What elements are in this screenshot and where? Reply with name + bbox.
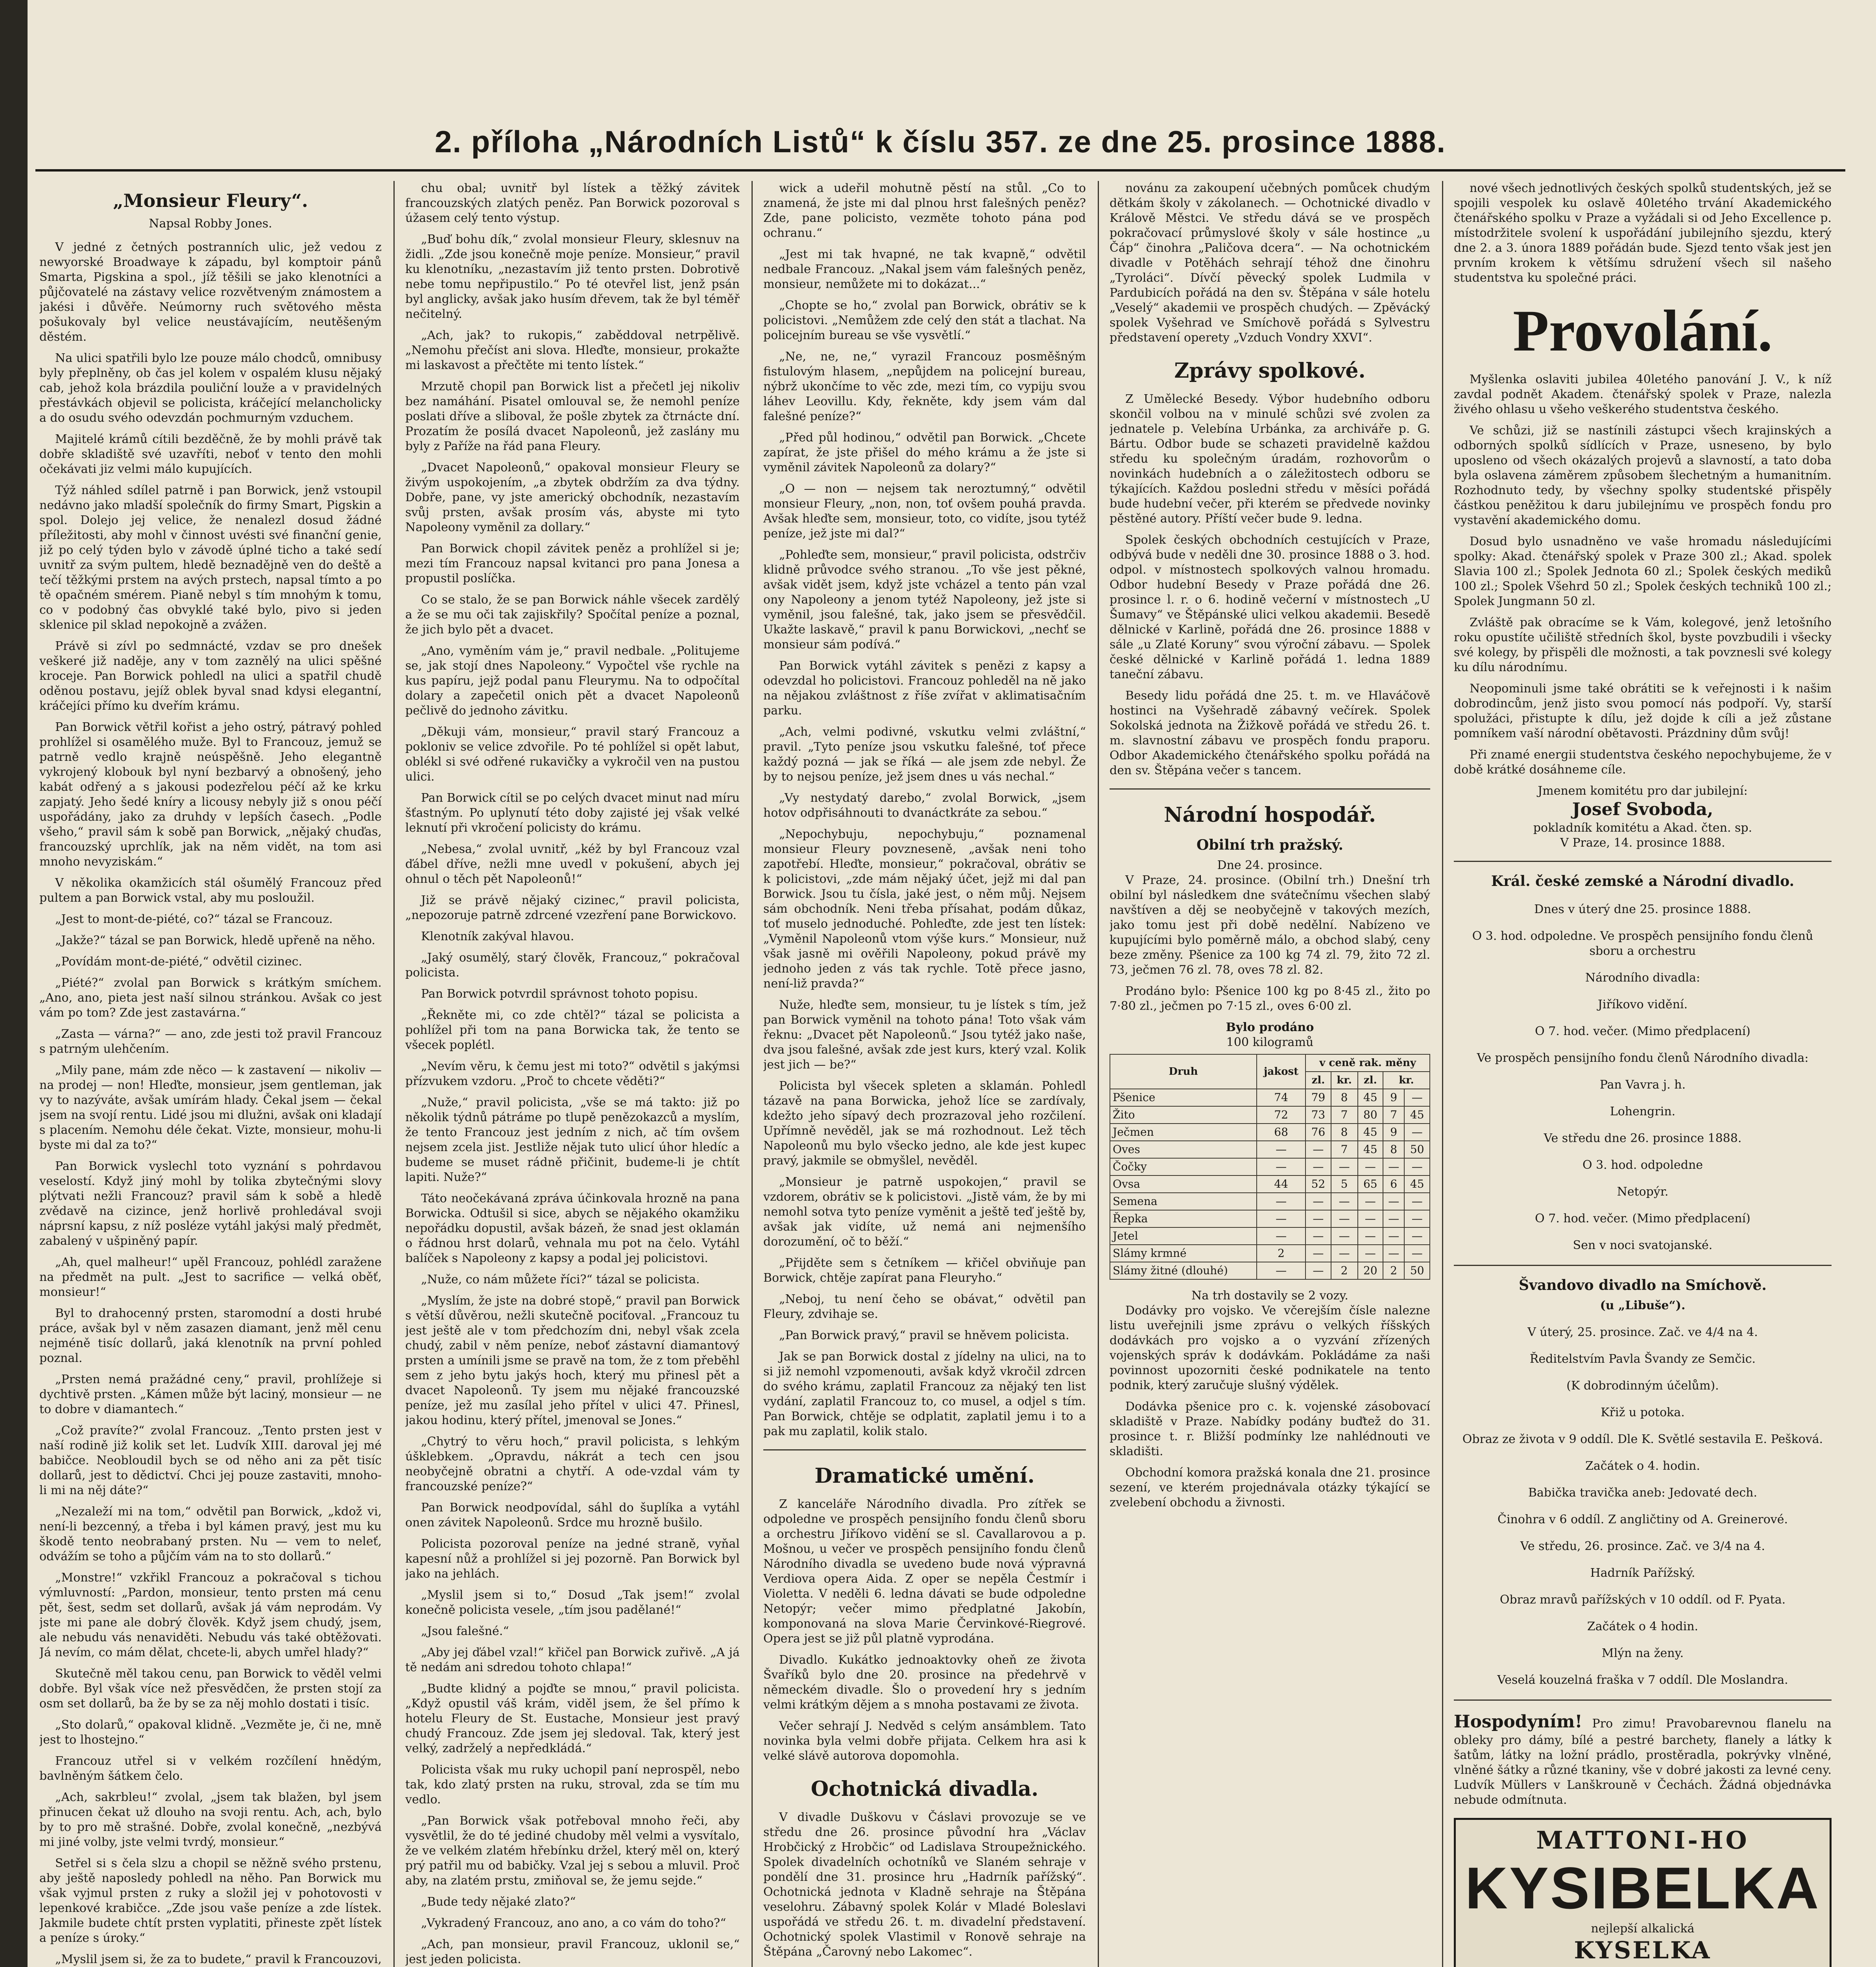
table-cell: — xyxy=(1383,1158,1404,1175)
section-divider xyxy=(763,1449,1086,1450)
paragraph: „Bude tedy nějaké zlato?“ xyxy=(421,1895,576,1909)
paragraph: „Nezaleží mi na tom,“ odvětil pan Borwick, „kdož vi, není-li bezcenný, a třeba i byl kámen pravý, jest mu ku škodě tento neobrabaný prsten. Nu — vem to neleť, odvážím se toho a půjčím vám na to sto dollarů.“ xyxy=(39,1505,382,1563)
table-cell: 7 xyxy=(1383,1106,1404,1124)
paragraph: „Povídám mont-de-piété,“ odvětil cizinec. xyxy=(55,955,303,969)
paragraph: Sen v noci svatojanské. xyxy=(1573,1238,1713,1252)
ad-tagline: nejlepší alkalická xyxy=(1591,1922,1695,1936)
section-title-dramatic: Dramatické umění. xyxy=(814,1464,1035,1488)
article-body-continued xyxy=(405,181,740,1967)
paragraph: „Jest to mont-de-piété, co?“ tázal se Francouz. xyxy=(55,912,333,926)
paragraph: Pan Borwick chopil závitek peněz a prohlížel si je; mezi tím Francouz napsal kvitanci pro pana Jonesa a propustil poslíčka. xyxy=(405,542,740,585)
paragraph: Skutečně měl takou cenu, pan Borwick to věděl velmi dobře. Byl však více než přesvědčen, že prsten stojí za osm set dollarů, ba že by se za něj mohlo dostati i tisíc. xyxy=(39,1667,382,1711)
table-cell: 8 xyxy=(1331,1124,1358,1141)
paragraph: Co se stalo, že se pan Borwick náhle všecek zardělý a že se mu oči tak zajiskřily? Spočítal peníze a poznal, že jich bylo pět a dvacet. xyxy=(405,593,740,637)
table-cell: 2 xyxy=(1257,1245,1305,1262)
table-row xyxy=(1110,1106,1430,1124)
paragraph: „Ach, velmi podivné, vskutku velmi zvláštní,“ pravil. „Tyto peníze jsou vskutku falešné, toť přece každý pozná — jak se říká — ale jsem zde nebyl. Že by to nejsou peníze, jež jsem dnes u vás nechal.“ xyxy=(763,725,1086,784)
provolani-sign-intro: Jmenem komitétu pro dar jubilejní: xyxy=(1538,784,1748,798)
table-cell: — xyxy=(1404,1193,1430,1210)
market-caption: Bylo prodáno xyxy=(1226,1020,1314,1034)
paragraph: Křiž u potoka. xyxy=(1601,1406,1685,1419)
table-cell: — xyxy=(1331,1245,1358,1262)
market-header-price: v ceně rak. měny xyxy=(1305,1054,1430,1072)
article-title: „Monsieur Fleury“. xyxy=(113,190,308,211)
hospodar-more xyxy=(1110,1303,1430,1510)
table-cell: 2 xyxy=(1383,1262,1404,1279)
paragraph: Myšlenka oslaviti jubilea 40letého panování J. V., k níž zavdal podnět Akadem. čtenářský spolek v Praze, nalezla živého ohlasu u všeho veškerého studentstva českého. xyxy=(1454,373,1832,416)
masthead: 2. příloha „Národních Listů“ k číslu 357. ze dne 25. prosince 1888. xyxy=(434,124,1446,159)
table-cell: — xyxy=(1358,1193,1383,1210)
table-cell: — xyxy=(1383,1227,1404,1245)
table-cell: — xyxy=(1257,1262,1305,1279)
hospodyne-text: Pro zimu! Pravobarevnou flanelu na obleky pro dámy, bílé a pestré barchety, flanely a látky k šatům, látky na ložní prádlo, prostěradla, pokrývky vlněné, vlněné šátky a různé tkaniny, vše v dobré jakosti za levné ceny. Ludvík Müllers v Lanškrouně v Čechách. Žádná objednávka nebude odmítnuta. xyxy=(1454,1717,1832,1807)
paragraph: Pan Borwick neodpovídal, sáhl do šuplíka a vytáhl onen závitek Napoleonů. Srdce mu hrozně bušilo. xyxy=(405,1501,740,1530)
paragraph: „Nepochybuju, nepochybuju,“ poznamenal monsieur Fleury povzneseně, „avšak neni toho zapotřebí. Hleďte, monsieur,“ pokračoval, obrátiv se k policistovi, „zde mám nějaký účet, jejž mi dal pan Borwick. Jsou tu čísla, jaké jest, o něm můj. Nejsem sám obchodník. Neni třeba přísahat, podám důkaz, toť muselo jednoduché. Pohleďte, zde jest ten lístek: „Vyměnil Napoleonů vtom výše kurs.“ Monsieur, nuž však jasně mi ověřili Napoleony, pokud právě my jednoho jeden z vás tak rychle. Totě přece jasno, není-liž pravda?“ xyxy=(763,827,1086,991)
table-cell: 6 xyxy=(1383,1175,1404,1193)
table-row xyxy=(1110,1262,1430,1279)
paragraph: „Neboj, tu není čeho se obávat,“ odvětil pan Fleury, zdvihaje se. xyxy=(763,1292,1086,1321)
table-cell: 9 xyxy=(1383,1089,1404,1106)
section-divider xyxy=(1454,1265,1832,1266)
column-1 xyxy=(39,181,382,1967)
paragraph: „Zasta — várna?“ — ano, zde jesti tož pravil Francouz s patrným ulehčením. xyxy=(39,1027,382,1056)
paragraph: „Dvacet Napoleonů,“ opakoval monsieur Fleury se živým uspokojením, „a zbytek obdržím za dva týdny. Dobře, pane, vy jste americký obchodník, nezastavím svůj prsten, avšak prosím vás, abyste mi tyto Napoleony vyměnil za dollary.“ xyxy=(405,461,740,534)
paragraph: „Nevím věru, k čemu jest mi toto?“ odvětil s jakýmsi přízvukem vzdoru. „Proč to chcete věděti?“ xyxy=(405,1059,740,1088)
table-cell: — xyxy=(1257,1158,1305,1175)
column-3 xyxy=(763,181,1086,1967)
section-divider xyxy=(1454,1699,1832,1701)
table-cell: — xyxy=(1305,1141,1331,1158)
paragraph: „O — non — nejsem tak neroztumný,“ odvětil monsieur Fleury, „non, non, toť ovšem pouhá pravda. Avšak hleďte sem, monsieur, toto, co vidíte, jsou tytéž peníze, jež jste mi dal?“ xyxy=(763,482,1086,541)
paragraph: V divadle Duškovu v Čáslavi provozuje se ve středu dne 26. prosince původní hra „Václav Hrobčický z Hrobčic“ od Ladislava Stroupežnického. Spolek divadelních ochotníků ve Slaném sehraje v pondělí dne 31. prosince hru „Hadrník pařížský“. Ochotnická jednota v Kladně sehraje na Štěpána veselohru. Zábavný spolek Kolár v Mladé Boleslavi uspořádá ve středu 26. t. m. divadelní představení. Ochotnický spolek Vlastimil v Ronově sehraje na Štěpána „Čarovný nebo Lakomec“. xyxy=(763,1810,1086,1959)
paragraph: Mrzutě chopil pan Borwick list a přečetl jej nikoliv bez namáhání. Pisatel omlouval se, že nemohl peníze poslati dříve a sliboval, že pošle zbytek za čtrnácte dní. Prozatím že posílá dvacet Napoleonů, jež zaslány mu byly z Paříže na řád pana Fleury. xyxy=(405,380,740,453)
paragraph: Hadrník Pařížský. xyxy=(1590,1566,1695,1580)
table-cell: 72 xyxy=(1257,1106,1305,1124)
table-cell: — xyxy=(1257,1193,1305,1210)
smichov-program xyxy=(1454,1325,1832,1688)
column-5 xyxy=(1454,181,1832,1967)
paragraph: V úterý, 25. prosince. Zač. ve 4/4 na 4. xyxy=(1527,1325,1758,1339)
table-cell: 45 xyxy=(1404,1175,1430,1193)
table-cell: 9 xyxy=(1383,1124,1404,1141)
paragraph: Neopominuli jsme také obrátiti se k veřejnosti i k našim dobrodincům, jenž jisto svou pomocí nás podpoří. Vy, starší spolužáci, přistupte k dílu, jež dojde k cíli a jež zůstane pomníkem vaší národní obětavosti. Prázdniny dům svůj! xyxy=(1454,682,1832,740)
paragraph: Spolek českých obchodních cestujících v Praze, odbývá bude v neděli dne 30. prosince 1888 o 3. hod. odpol. v místnostech spolkových valnou hromadu. Odbor hudební Besedy v Praze pořádá dne 26. prosince l. r. o 6. hodině večerní v místnostech „U Šumavy“ ve Štěpánské ulici velkou akademii. Besedě dělnické v Karlině, pořádá dne 26. prosince 1888 v sále „u Zlaté Koruny“ svou výroční zábavu. — Spolek české dělnické v Karlině pořádá 1. ledna 1889 taneční zábavu. xyxy=(1110,533,1430,681)
smichov-subtitle: (u „Libuše“). xyxy=(1600,1299,1686,1312)
table-cell: 79 xyxy=(1305,1089,1331,1106)
hospodyne-title: Hospodyním! xyxy=(1454,1712,1582,1732)
paragraph: V Praze, 24. prosince. (Obilní trh.) Dnešní trh obilní byl následkem dne svátečnímu všechen slabý navštíven a děj se neobyčejně v takových mezích, jako tomu jest při době nedělní. Nabízeno ve kupujícími bylo poměrně málo, a obchod slabý, ceny beze změny. Pšenice za 100 kg 74 zl. 79, žito 72 zl. 73, ječmen 76 zl. 78, oves 78 zl. 82. xyxy=(1110,873,1430,977)
paragraph: Pan Vavra j. h. xyxy=(1599,1078,1686,1092)
paragraph: Divadlo. Kukátko jednoaktovky oheň ze života Švaříků bylo dne 20. prosince na předehrvě v německém divadle. Šlo o provedení hry s jedním velmi krátkým dějem a s mnoha postavami ze života. xyxy=(763,1653,1086,1712)
table-cell: — xyxy=(1358,1158,1383,1175)
column-rule xyxy=(1442,181,1443,1967)
paragraph: Policista byl všecek spleten a sklamán. Pohledl tázavě na pana Borwicka, jehož líce se zardívaly, kdežto jeho sípavý dech prozrazoval jeho rozčilení. Upřímně nevěděl, jak se má rozhodnout. Lež těch Napoleonů mu bylo všecko jedno, ale kde jest kupec pravý, jakmile se obmyšlel, nevěděl. xyxy=(763,1079,1086,1168)
market-header-zl: zl. xyxy=(1305,1072,1331,1089)
market-date: Dne 24. prosince. xyxy=(1217,858,1323,872)
table-row xyxy=(1110,1193,1430,1210)
section-title-hospodar: Národní hospodář. xyxy=(1164,803,1376,827)
theatre-program xyxy=(1454,902,1832,1253)
paragraph: „Myslil jsem si to,“ Dosud „Tak jsem!“ zvolal konečně policista vesele, „tím jsou padělané!“ xyxy=(405,1588,740,1617)
paragraph: „Myslil jsem si, že za to budete,“ pravil k Francouzovi, xyxy=(55,1952,382,1966)
paragraph: „Myslím, že jste na dobré stopě,“ pravil pan Borwick s větší důvěrou, nežli skutečně pociťoval. „Francouz tu jest ještě ale v tom předchozím dni, nebyl však zcela chudý, zabil v něm peníze, neboť zástavní diamantový prsten a umínili jsme se pravě na tom, že z tom přeběhl sem z jeho bytu jakýs hoch, který mu přinesl pět a dvacet Napoleonů. Ty jsem mu nějaké francouzské peníze, jež mu zasílal jeho přítel v ulici 47. Přinesl, jakou hodinu, který přítel, jmenoval se Jones.“ xyxy=(405,1294,740,1427)
table-cell: 80 xyxy=(1358,1106,1383,1124)
table-cell: 45 xyxy=(1358,1124,1383,1141)
table-row xyxy=(1110,1227,1430,1245)
table-cell: Jetel xyxy=(1110,1227,1257,1245)
market-subtitle: Obilní trh pražský. xyxy=(1196,837,1343,853)
paragraph: „Chopte se ho,“ zvolal pan Borwick, obrátiv se k policistovi. „Nemůžem zde celý den stát a tlachat. Na policejním bureau se vše vysvětlí.“ xyxy=(763,299,1086,342)
paragraph: „Prsten nemá pražádné ceny,“ pravil, prohlížeje si dychtivě prsten. „Kámen může být laciný, monsieur — ne to dobre v diamantech.“ xyxy=(39,1373,382,1416)
table-cell: — xyxy=(1331,1227,1358,1245)
table-cell: — xyxy=(1305,1210,1331,1227)
paragraph: „Ne, ne, ne,“ vyrazil Francouz posměšným fistulovým hlasem, „nepůjdem na policejní bureau, nýbrž ukončíme to věc zde, mezi tím, co vypiju svou láhev Leovillu. Kdy, řekněte, kdy jsem vám dal falešné peníze?“ xyxy=(763,350,1086,423)
paragraph: Klenotník zakýval hlavou. xyxy=(421,930,574,943)
table-cell: — xyxy=(1331,1158,1358,1175)
market-header-druh: Druh xyxy=(1110,1054,1257,1089)
table-cell: Ječmen xyxy=(1110,1124,1257,1141)
column-5-top-text xyxy=(1454,181,1832,286)
table-cell: 74 xyxy=(1257,1089,1305,1106)
paragraph: „Pohleďte sem, monsieur,“ pravil policista, odstrčiv klidně průvodce svého stranou. „To vše jest pěkné, avšak vidět jsem, když jste vcházel a tento pán vzal ony Napoleony a jenom tytéž Napoleony, jež jste si vyměnil, jsou falešné, tak, jako jsem se přesvědčil. Ukažte laskavě,“ pravil k panu Borwickovi, „nechť se monsieur sám podívá.“ xyxy=(763,548,1086,651)
table-cell: — xyxy=(1404,1089,1430,1106)
paragraph: Byl to drahocenný prsten, staromodní a dosti hrubé práce, avšak byl v něm zasazen diamant, jenž měl cenu nejméně tisíc dollarů, jaká klenotník na první pohled poznal. xyxy=(39,1306,382,1365)
column-2 xyxy=(405,181,740,1967)
provolani-sign-place: V Praze, 14. prosince 1888. xyxy=(1560,836,1725,850)
paragraph: „Ach, pan monsieur, pravil Francouz, uklonil se,“ jest jeden policista. xyxy=(405,1937,740,1966)
table-cell: — xyxy=(1257,1210,1305,1227)
paragraph: Mlýn na ženy. xyxy=(1601,1646,1684,1660)
paragraph: Ve prospěch pensijního fondu členů Národního divadla: xyxy=(1477,1051,1809,1065)
provolani-title: Provolání. xyxy=(1513,298,1773,364)
table-cell: 76 xyxy=(1305,1124,1331,1141)
hospodyne-ad xyxy=(1454,1711,1832,1808)
paragraph: Pan Borwick cítil se po celých dvacet minut nad míru šťastným. Po uplynutí této doby zajisté jej však velké leknutí při vkročení policisty do krámu. xyxy=(405,791,740,835)
paragraph: „Monstre!“ vzkřikl Francouz a pokračoval s tichou výmluvností: „Pardon, monsieur, tento prsten má cenu pět, šest, sedm set dollarů, avšak já vám neprodám. Vy jste mi pane ale dobrý člověk. Když jsem chudý, jsem, ale nebudu vás nenaviděti. Nebudu vás také obtěžovati. Já nevím, co mám dělat, chcete-li, abych umřel hlady?“ xyxy=(39,1571,382,1659)
table-cell: — xyxy=(1358,1227,1383,1245)
column-rule xyxy=(393,181,395,1967)
paragraph: „Vykradený Francouz, ano ano, a co vám do toho?“ xyxy=(421,1916,726,1930)
provolani-sign-role: pokladník komitétu a Akad. čten. sp. xyxy=(1533,821,1752,835)
paragraph: Obraz mravů pařížských v 10 oddíl. od F. Pyata. xyxy=(1499,1593,1786,1607)
table-cell: 50 xyxy=(1404,1262,1430,1279)
paragraph: Již se právě nějaký cizinec,“ pravil policista, „nepozoruje patrně zdrcené vzezření pane Borwickovo. xyxy=(405,893,740,922)
paragraph: V jedné z četných postranních ulic, jež vedou z newyorské Broadwaye k západu, byl komptoir pánů Smarta, Pigskina a spol., jíž těšili se jako klenotníci a půjčovatelé na zástavy velice rozvětveným známostem a jakési i důvěře. Neúmorny ruch světového města pošukovaly byl velice neustávajícím, neutěšeným děstém. xyxy=(39,240,382,344)
table-cell: — xyxy=(1305,1245,1331,1262)
table-cell: — xyxy=(1331,1193,1358,1210)
paragraph: Jiříkovo vidění. xyxy=(1597,998,1688,1011)
paragraph: „Sto dolarů,“ opakoval klidně. „Vezměte je, či ne, mně jest to lhostejno.“ xyxy=(39,1718,382,1747)
paragraph: „Přijděte sem s četníkem — křičel obviňuje pan Borwick, chtěje zapírat pana Fleuryho.“ xyxy=(763,1256,1086,1285)
table-cell: 7 xyxy=(1331,1106,1358,1124)
table-row xyxy=(1110,1124,1430,1141)
binding-edge xyxy=(0,0,28,1967)
table-cell: Oves xyxy=(1110,1141,1257,1158)
paragraph: „Ah, quel malheur!“ upěl Francouz, pohlédl zaražene na předmět na pult. „Jest to sacrifice — velká oběť, monsieur!“ xyxy=(39,1255,382,1299)
column-rule xyxy=(1098,181,1099,1967)
paragraph: Ředitelstvím Pavla Švandy ze Semčic. xyxy=(1529,1352,1756,1366)
table-cell: 44 xyxy=(1257,1175,1305,1193)
paragraph: Z Umělecké Besedy. Výbor hudebního odboru skončil volbou na v minulé schůzi své zvolen za jednatele p. Velebína Urbánka, za archiváře p. G. Bártu. Odbor bude se schazeti pravidelně každou středu ku společným úradám, rozhovorům o novinkách hudebních a o záležitostech odboru se týkajících. Každou posledni středu v měsíci pořádá bude hudební večer, při kterém se předvede novinky pěstěné autory. Příští večer bude 9. ledna. xyxy=(1110,392,1430,526)
paragraph: Pan Borwick větřil kořist a jeho ostrý, pátravý pohled prohlížel si osamělého muže. Byl to Francouz, jemuž se patrně vedlo krajně neúspěšně. Jeho elegantně vykrojený klobouk byl nyní bezbarvý a obnošený, jeho kabát odřený a s jakousi podezřelou péčí až ke krku zapjatý. Jeho šedé kníry a licousy nebyly již s onou péčí uspořádány, jako za druhdy v lepších časech. „Podle všeho,“ pravil sám k sobě pan Borwick, „nějaký chuďas, francouzský uprchlík, jak na něm vidět, na tom asi mnoho nevyziskám.“ xyxy=(39,720,382,869)
table-cell: 45 xyxy=(1358,1141,1383,1158)
table-cell: Slámy krmné xyxy=(1110,1245,1257,1262)
paragraph: „Mily pane, mám zde něco — k zastavení — nikoliv — na prodej — non! Hleďte, monsieur, jsem gentleman, jak vy to nazýváte, avšak umírám hlady. Čekal jsem — čekal jsem na svojí rentu. Lidé jsou mi dlužni, avšak oni kladají s placením. Nemohu déle čekat. Vizte, monsieur, mohu-li byste mi dal za to?“ xyxy=(39,1063,382,1152)
theatre-title: Král. české zemské a Národní divadlo. xyxy=(1491,873,1795,889)
paragraph: „Monsieur je patrně uspokojen,“ pravil se vzdorem, obrátiv se k policistovi. „Jistě vám, že by mi nemohl sotva tyto peníze vyměnit a ještě teď ještě by, avšak jak vidíte, už nemá ani nejmenšího dorozumění, oč to běží.“ xyxy=(763,1175,1086,1249)
paragraph: „Jsou falešné.“ xyxy=(421,1624,509,1638)
table-cell: — xyxy=(1305,1158,1331,1175)
paragraph: Prodáno bylo: Pšenice 100 kg po 8·45 zl., žito po 7·80 zl., ječmen po 7·15 zl., oves 6·00 zl. xyxy=(1110,984,1430,1013)
section-title-spolky: Zprávy spolkové. xyxy=(1174,359,1366,383)
paragraph: „Budte klidný a pojďte se mnou,“ pravil policista. „Když opustil váš krám, viděl jsem, že šel přímo k hotelu Fleury de St. Eustache, Monsieur jest pravý chudý Francouz. Zde jsem jej sledoval. Tak, který jest velký, zadrželý a nepředkládá.“ xyxy=(405,1682,740,1755)
table-cell: — xyxy=(1383,1193,1404,1210)
table-cell: 20 xyxy=(1358,1262,1383,1279)
table-cell: — xyxy=(1305,1262,1331,1279)
section-divider xyxy=(1110,788,1430,790)
paragraph: (K dobrodinným účelům). xyxy=(1566,1379,1719,1393)
table-cell: — xyxy=(1305,1193,1331,1210)
paragraph: „Ach, sakrbleu!“ zvolal, „jsem tak blažen, byl jsem přinucen čekat už dlouho na svoji rentu. Ach, ach, bylo by to pro mě strašné. Dobře, zvolal konečně, „nezbývá mi jiné volby, jste velmi tvrdý, monsieur.“ xyxy=(39,1790,382,1849)
paragraph: „Nuže, co nám můžete říci?“ tázal se policista. xyxy=(421,1273,700,1286)
table-row xyxy=(1110,1210,1430,1227)
paragraph: Obraz ze života v 9 oddíl. Dle K. Světlé sestavila E. Pešková. xyxy=(1462,1432,1823,1446)
paragraph: Ve schůzi, již se nastínili zástupci všech krajinských a odborných spolků sídlících v Praze, usneseno, by bylo uposleno od všech okázalých projevů a slavností, a tato doba byla oslavena záměrem způsobem šlechetným a humanitním. Rozhodnuto tedy, by všechny spolky studentské přispěly částkou peněžitou k daru jubilejnímu ve prospěch fondu pro vystavění akademického domu. xyxy=(1454,424,1832,527)
paragraph: „Nuže,“ pravil policista, „vše se má takto: již po několik týdnů pátráme po tlupě penězokazců a myslím, že tento Francouz jest jedním z nich, ač tím ovšem nejsem zcela jist. Jestliže nějak tuto ulicí úhor hledíc a budeme se muset rádně přičinit, budeme-li je chtít lapiti. Nuže?“ xyxy=(405,1096,740,1184)
table-cell: Čočky xyxy=(1110,1158,1257,1175)
market-table-body xyxy=(1110,1089,1430,1279)
paragraph: Policista pozoroval peníze na jedné straně, vyňal kapesní nůž a prohlížel si jej pozorně. Pan Borwick byl jako na jehlách. xyxy=(405,1537,740,1581)
paragraph: „Pan Borwick však potřeboval mnoho řeči, aby vysvětlil, že do té jediné chudoby měl velmi a vysvítalo, že ve velkém zlatém hřebínku držel, který měl on, který prý patřil mu od babičky. Vzal jej s sebou a mluvil. Proč aby, na zlatém prstu, zmiňoval se, že jemu sejde.“ xyxy=(405,1814,740,1888)
paragraph: Zvláště pak obracíme se k Vám, kolegové, jenž letošního roku opustíte učiliště středních škol, byste povzbudili i všecky své kolegy, by přispěli dle možnosti, a tak povznesli své kolegy ku dílu národnímu. xyxy=(1454,616,1832,674)
paragraph: „Buď bohu dík,“ zvolal monsieur Fleury, sklesnuv na židli. „Zde jsou konečně moje peníze. Monsieur,“ pravil ku klenotníku, „nezastavím již tento prsten. Dobrotivě nebe tomu nepřipustilo.“ Po té otevřel list, jenž psán byl anglicky, avšak jako husím dřevem, tak že byl téměř nečitelný. xyxy=(405,232,740,321)
article-body-end xyxy=(763,181,1086,1439)
table-cell: 8 xyxy=(1331,1089,1358,1106)
table-cell: — xyxy=(1383,1210,1404,1227)
paragraph: Z kanceláře Národního divadla. Pro zítřek se odpoledne ve prospěch pensijního fondu členů sboru a orchestru Jiříkovo vidění se sl. Cavallarovou a p. Mošnou, u večer ve prospěch pensijního fondu členů Národního divadla se uvedeno bude nová výpravná Verdiova opera Aida. Z oper se nepěla Čestmír i Violetta. V neděli 6. ledna dávati se bude odpoledne Netopýr; večer mimo předplatné Jakobín, komponovaná na slova Marie Červinkové-Riegrové. Opera jest se již půl platně vyprodána. xyxy=(763,1497,1086,1646)
paragraph: Začátek o 4 hodin. xyxy=(1587,1620,1699,1633)
paragraph: „Ach, jak? to rukopis,“ zaběddoval netrpělivě. „Nemohu přečíst ani slova. Hleďte, monsieur, prokažte mi laskavost a přečtěte mi tento lístek.“ xyxy=(405,328,740,372)
market-table xyxy=(1110,1054,1430,1280)
market-note: Na trh dostavily se 2 vozy. xyxy=(1191,1289,1348,1303)
paragraph: „Jaký osumělý, starý člověk, Francouz,“ pokračoval policista. xyxy=(405,951,740,980)
paragraph: „Vy nestydatý darebo,“ zvolal Borwick, „jsem hotov odpřisáhnouti to dvanáctkráte za sebou.“ xyxy=(763,791,1086,820)
paragraph: Činohra v 6 oddíl. Z angličtiny od A. Greinerové. xyxy=(1497,1513,1788,1526)
paragraph: „Před půl hodinou,“ odvětil pan Borwick. „Chcete zapírat, že jste přišel do mého krámu a že jste si vyměnil závitek Napoleonů za dolary?“ xyxy=(763,431,1086,474)
table-row xyxy=(1110,1245,1430,1262)
table-cell: — xyxy=(1404,1124,1430,1141)
paragraph: „Pan Borwick pravý,“ pravil se hněvem policista. xyxy=(779,1329,1069,1342)
market-header-kr: kr. xyxy=(1331,1072,1358,1089)
mattoni-ad xyxy=(1454,1818,1832,1967)
paragraph: novánu za zakoupení učebných pomůcek chudým dětkám školy v zákolanech. — Ochotnické divadlo v Králově Městci. Ve středu dává se ve prospěch pokračovací průmyslové školy v sále hostince „u Čáp“ činohra „Paličova dcera“. — Na ochotnickém divadle v Potěhách sehrají téhož dne činohru „Tyroláci“. Dívčí pěvecký spolek Ludmila v Pardubicích pořádá na den sv. Štěpána v sále hotelu „Veselý“ akademii ve prospěch chudých. — Zpěvácký spolek Vyšehrad ve Smíchově pořádá s Sylvestru představení operety „Vzduch Vondry XXVI“. xyxy=(1110,181,1430,345)
paragraph: Právě si zívl po sedmnácté, vzdav se pro dnešek veškeré již naděje, any v tom zaznělý na ulici spěšné kroceje. Pan Borwick pohledl na ulici a spatřil chudě oděnou postavu, jejíž oblek byval snad kdysi elegantní, kráčejíci přímo ku dveřím krámu. xyxy=(39,639,382,713)
paragraph: „Aby jej ďábel vzal!“ křičel pan Borwick zuřivě. „A já tě nedám ani sdredou tohoto chlapa!“ xyxy=(405,1646,740,1674)
paragraph: Pan Borwick vyslechl toto vyznání s pohrdavou veselostí. Když jiný mohl by tolika zbytečnými slovy plýtvati nežli Francouz? pravil sám k sobě a hledě zvědavě na cizince, jenž horlivě prohledával svoji náprsní kapsu, z níž posléze vytáhl jakýsi malý předmět, zabalený v ušpiněný papír. xyxy=(39,1159,382,1248)
table-cell: 50 xyxy=(1404,1141,1430,1158)
table-cell: Žito xyxy=(1110,1106,1257,1124)
paragraph: O 7. hod. večer. (Mimo předplacení) xyxy=(1535,1024,1750,1038)
paragraph: O 3. hod. odpoledne xyxy=(1582,1158,1703,1172)
paragraph: Obchodní komora pražská konala dne 21. prosince sezení, ve kterém projednávala otázky týkající se zvelebení obchodu a živnosti. xyxy=(1110,1466,1430,1509)
dramatic-section-body xyxy=(763,1497,1086,1764)
table-cell: Slámy žitné (dlouhé) xyxy=(1110,1262,1257,1279)
table-cell: 5 xyxy=(1331,1175,1358,1193)
paragraph: „Piété?“ zvolal pan Borwick s krátkým smíchem. „Ano, ano, pieta jest naší silnou stránkou. Avšak co jest vám po tom? Zde jest zastavárna.“ xyxy=(39,976,382,1020)
paragraph: Ve středu, 26. prosince. Zač. ve 3/4 na 4. xyxy=(1520,1539,1765,1553)
table-cell: 45 xyxy=(1404,1106,1430,1124)
article-body xyxy=(39,240,382,1967)
table-row xyxy=(1110,1141,1430,1158)
paragraph: Lohengrin. xyxy=(1610,1105,1676,1118)
masthead-rule xyxy=(35,169,1845,172)
column-rule xyxy=(752,181,753,1967)
paragraph: Národního divadla: xyxy=(1585,971,1700,985)
table-cell: — xyxy=(1257,1227,1305,1245)
table-cell: 8 xyxy=(1383,1141,1404,1158)
market-header-kr2: kr. xyxy=(1383,1072,1430,1089)
smichov-title: Švandovo divadlo na Smíchově. xyxy=(1519,1277,1767,1293)
column-4-top-text xyxy=(1110,181,1430,345)
table-cell: Semena xyxy=(1110,1193,1257,1210)
paragraph: Týž náhled sdílel patrně i pan Borwick, jenž vstoupil nedávno jako mladší společník do firmy Smart, Pigskin a spol. Dolejo jej velice, že nenalezl dosud žádné příležitosti, aby mohl v činnost uvésti své finanční genie, již po celý týden bylo v závodě úplné ticho a také sedí uvnitř za svým pultem, hledě beznadějně ven do deště a tečí těžkými prstem na avých prstech, napsal tímto a po tě opačném smérem. Pianě nebyl s tím mnohým k tomu, co v podobný čas obvyklé také bylo, pivo si jeden sklenice pil sklad nepokojně a zvážen. xyxy=(39,483,382,632)
table-row xyxy=(1110,1089,1430,1106)
ad-brand: MATTONI-HO xyxy=(1536,1826,1749,1854)
table-cell: 2 xyxy=(1331,1262,1358,1279)
market-header-jakost: jakost xyxy=(1257,1054,1305,1089)
paragraph: Dodávka pšenice pro c. k. vojenské zásobovací skladiště v Praze. Nabídky podány buďtež do 31. prosince t. r. Bližší podmínky lze nahlédnouti ve skladišti. xyxy=(1110,1400,1430,1458)
table-cell: — xyxy=(1404,1210,1430,1227)
paragraph: wick a udeřil mohutně pěstí na stůl. „Co to znamená, že jste mi dal plnou hrst falešných peněz? Zde, pane policisto, vezměte tohoto pána pod ochranu.“ xyxy=(763,181,1086,240)
paragraph: chu obal; uvnitř byl lístek a těžký závitek francouzských zlatých peněz. Pan Borwick pozoroval s úžasem celý tento výstup. xyxy=(405,181,740,225)
table-cell: Řepka xyxy=(1110,1210,1257,1227)
section-title-ochotnicka: Ochotnická divadla. xyxy=(811,1777,1039,1801)
paragraph: „Jakže?“ tázal se pan Borwick, hledě upřeně na něho. xyxy=(55,934,375,947)
spolky-section-body xyxy=(1110,392,1430,778)
paragraph: „Což pravíte?“ zvolal Francouz. „Tento prsten jest v naší rodině již kolik set let. Ludvík XIII. daroval jej mé babičce. Neobloudil bych se od něho ani za pět tisíc dollarů, jest to dědictví. Chci jej pouze zastaviti, mnoho-li mi na něj dáte?“ xyxy=(39,1424,382,1497)
paragraph: Dodávky pro vojsko. Ve včerejším čísle nalezne listu uveřejnili jsme zprávu o velkých říšských dodávkách pro vojsko a o vyzvání zřízených vojenských správ k dodávkám. Pokládáme za naši povinnost upozorniti české podnikatele na tento podnik, který zaručuje slušný výdělek. xyxy=(1110,1304,1430,1392)
paragraph: Večer sehrají J. Nedvěd s celým ansámblem. Tato novinka byla velmi dobře přijata. Celkem hra asi k velké slávě autorova dopomohla. xyxy=(763,1719,1086,1763)
paragraph: „Chytrý to věru hoch,“ pravil policista, s lehkým úšklebkem. „Opravdu, nákrát a tech cen jsou neobyčejně obratni a chytří. A ode-vzdal vám ty francouzské peníze?“ xyxy=(405,1435,740,1493)
table-cell: 68 xyxy=(1257,1124,1305,1141)
table-row xyxy=(1110,1175,1430,1193)
table-cell: — xyxy=(1404,1227,1430,1245)
table-cell: — xyxy=(1305,1227,1331,1245)
paragraph: Jak se pan Borwick dostal z jídelny na ulici, na to si již nemohl vzpomenouti, avšak když vkročil zdrcen do svého krámu, zaplatil Francouz za nějaký ten list vydání, zaplatil Francouz to, co musel, a odjel s tím. Pan Borwick, chtěje se odplatit, zaplatil jemu i to a pak mu zaplatil, kolik stalo. xyxy=(763,1350,1086,1438)
ochotnicka-section-body xyxy=(763,1810,1086,1960)
paragraph: Policista však mu ruky uchopil paní neprospěl, nebo tak, kdo zlatý prsten na ruku, stroval, zda se tím mu vedlo. xyxy=(405,1763,740,1806)
paragraph: „Děkuji vám, monsieur,“ pravil starý Francouz a pokloniv se velice zdvořile. Po té pohlížel si opět labut, oblékl si své odřené rukavičky a vykročil ven na pustou ulici. xyxy=(405,725,740,784)
table-cell: Ovsa xyxy=(1110,1175,1257,1193)
provolani-sign-name: Josef Svoboda, xyxy=(1572,799,1714,819)
section-divider xyxy=(1454,861,1832,862)
paragraph: Babička travička aneb: Jedovaté dech. xyxy=(1528,1486,1757,1500)
paragraph: „Ano, vyměním vám je,“ pravil nedbale. „Politujeme se, jak stojí dnes Napoleony.“ Vypočtel vše rychle na kus papíru, jejž podal panu Fleurymu. Na to odpočítal dolary a zapečetil onich pět a dvacet Napoleonů pečlivě do jednoho závitku. xyxy=(405,644,740,718)
hospodar-body xyxy=(1110,873,1430,1014)
paragraph: nové všech jednotlivých českých spolků studentských, jež se spojili vespolek ku oslavě 40letého trvání Akademického čtenářského spolku v Praze a vyžádali si od Jeho Excellence p. místodržitele svolení k uspořádání jubilejního sjezdu, který dne 2. a 3. února 1889 pořádán bude. Sjezd tento však jest jen prvním krokem k většímu sdružení všech sil našeho studentstva ku společné práci. xyxy=(1454,181,1832,285)
table-cell: 52 xyxy=(1305,1175,1331,1193)
paragraph: Netopýr. xyxy=(1617,1185,1669,1199)
provolani-body xyxy=(1454,372,1832,777)
table-cell: 7 xyxy=(1331,1141,1358,1158)
paragraph: Nuže, hleďte sem, monsieur, tu je lístek s tím, jež pan Borwick vyměnil na tohoto pána! Toto však vám řeknu: „Dvacet pět Napoleonů.“ Jsou tytéž jako naše, dva jsou falešné, avšak zde jest kurs, který vzal. Kolik jest jich — be?“ xyxy=(763,998,1086,1072)
table-cell: — xyxy=(1358,1210,1383,1227)
paragraph: „Řekněte mi, co zde chtěl?“ tázal se policista a pohlížel při tom na pana Borwicka tak, že tento se všecek poplétl. xyxy=(405,1008,740,1052)
paragraph: O 7. hod. večer. (Mimo předplacení) xyxy=(1535,1212,1750,1225)
table-cell: — xyxy=(1257,1141,1305,1158)
table-cell: 73 xyxy=(1305,1106,1331,1124)
table-cell: 45 xyxy=(1358,1089,1383,1106)
table-cell: — xyxy=(1358,1245,1383,1262)
paragraph: Začátek o 4. hodin. xyxy=(1585,1459,1700,1473)
market-header-zl2: zl. xyxy=(1358,1072,1383,1089)
column-4 xyxy=(1110,181,1430,1967)
paragraph: Pan Borwick vytáhl závitek s penězi z kapsy a odevzdal ho policistovi. Francouz pohleděl na ně jako na nějakou zvláštnost z říše zvířat v aklimatisačním parku. xyxy=(763,659,1086,718)
paragraph: Majitelé krámů cítili bezděčně, že by mohli právě tak dobře skladiště své uzavříti, neboť v tento den mohli očekávati jiz velmi málo kupujících. xyxy=(39,432,382,476)
paragraph: Besedy lidu pořádá dne 25. t. m. ve Hlaváčově hostinci na Vyšehradě zábavný večírek. Spolek Sokolská jednota na Žižkově pořádá ve středu 26. t. m. slavnostní zábavu ve prospěch fondu praporu. Odbor Akademického čtenářského spolku pořádá na den sv. Štěpána večer s tancem. xyxy=(1110,689,1430,777)
paragraph: „Jest mi tak hvapné, ne tak kvapně,“ odvětil nedbale Francouz. „Nakal jsem vám falešných peněz, monsieur, nemůžete mi to dokázat...“ xyxy=(763,247,1086,291)
table-cell: — xyxy=(1404,1158,1430,1175)
paragraph: Pan Borwick potvrdil správnost tohoto popisu. xyxy=(421,987,698,1001)
paragraph: Francouz utřel si v velkém rozčílení hnědým, bavlněným šátkem čelo. xyxy=(39,1754,382,1783)
market-subcaption: 100 kilogramů xyxy=(1226,1035,1314,1049)
paragraph: Při znamé energii studentstva českého nepochybujeme, že v době krátké dosáhneme cíle. xyxy=(1454,748,1832,777)
table-cell: 65 xyxy=(1358,1175,1383,1193)
paragraph: V několika okamžicích stál ošumělý Francouz před pultem a pan Borwick vstal, aby mu posloužil. xyxy=(39,876,382,905)
table-cell: — xyxy=(1383,1245,1404,1262)
table-cell: — xyxy=(1404,1245,1430,1262)
paragraph: Táto neočekávaná zpráva účinkovala hrozně na pana Borwicka. Odtušil si sice, abych se nějakého okamžiku nepořádku dopustil, avšak bázeň, že snad jest oklamán o řádnou hrst dolarů, vehnala mu pot na čelo. Vytáhl balíček s Napoleony z kapsy a podal jej policistovi. xyxy=(405,1192,740,1265)
paragraph: Dnes v úterý dne 25. prosince 1888. xyxy=(1534,902,1751,916)
ad-product: KYSIBELKA xyxy=(1465,1855,1821,1921)
table-cell: Pšenice xyxy=(1110,1089,1257,1106)
table-cell: — xyxy=(1331,1210,1358,1227)
table-row xyxy=(1110,1158,1430,1175)
paragraph: Dosud bylo usnadněno ve vaše hromadu následujícími spolky: Akad. čtenářský spolek v Praze 300 zl.; Akad. spolek Slavia 100 zl.; Spolek Jednota 60 zl.; Spolek českých mediků 100 zl.; Spolek Všehrd 50 zl.; Spolek českých techniků 100 zl.; Spolek Jungmann 50 zl. xyxy=(1454,535,1832,608)
paragraph: Na ulici spatřili bylo lze pouze málo chodců, omnibusy byly přeplněny, ob čas jel kolem v ospalém klusu nějaký cab, jehož kola brázdila pouliční louže a v pravidelných přestávkách objevil se policista, kráčející melancholicky a do osudu svého odevzdán pochmurným vzduchem. xyxy=(39,351,382,425)
paragraph: Setřel si s čela slzu a chopil se něžně svého prstenu, aby ještě naposledy pohledl na něho. Pan Borwick mu však vyjmul prsten z ruky a složil jej v pohotovosti v lepenkové krabičce. „Zde jsou vaše peníze a zde lístek. Jakmile budete chtít prsten vyplatiti, přineste zpět lístek a peníze s úroky.“ xyxy=(39,1856,382,1945)
paragraph: „Nebesa,“ zvolal uvnitř, „kéž by byl Francouz vzal ďábel dříve, nežli mne uvedl v pokušení, abych jej ohnul o těch pět Napoleonů!“ xyxy=(405,842,740,886)
paragraph: Ve středu dne 26. prosince 1888. xyxy=(1544,1131,1742,1145)
article-byline: Napsal Robby Jones. xyxy=(149,217,272,231)
ad-footer: KYSELKA xyxy=(1574,1937,1712,1964)
paragraph: Veselá kouzelná fraška v 7 oddíl. Dle Moslandra. xyxy=(1497,1673,1788,1687)
paragraph: O 3. hod. odpoledne. Ve prospěch pensijního fondu členů sboru a orchestru xyxy=(1472,929,1813,958)
